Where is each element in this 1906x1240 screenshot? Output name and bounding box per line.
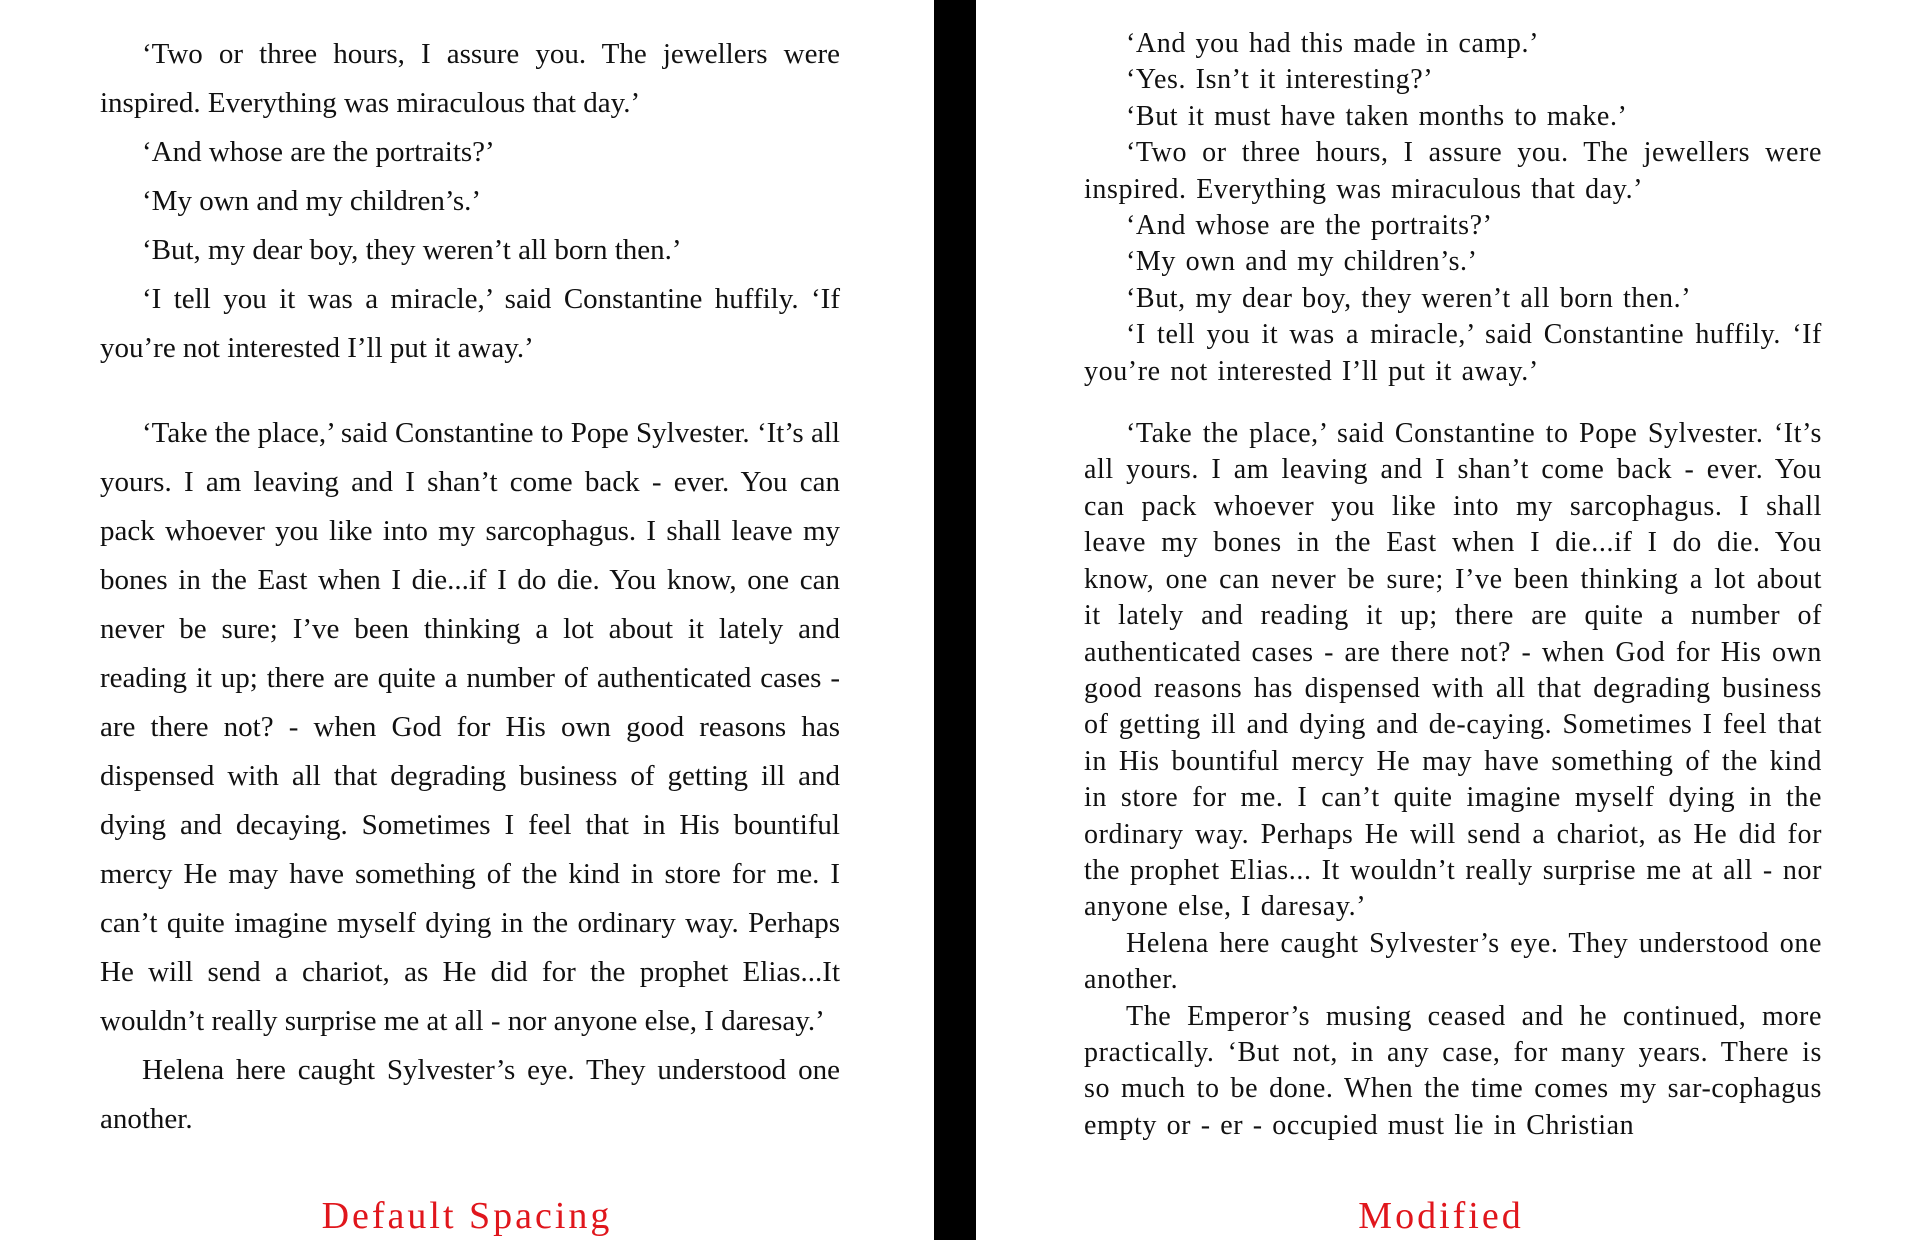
modified-caption: Modified [1358, 1195, 1524, 1237]
default-spacing-panel [0, 0, 934, 1240]
paragraph: ‘Take the place,’ said Constantine to Pope Sylvester. ‘It’s all yours. I am leaving and I shan’t come back - ever. You can pack whoever you like into my sarcophagus. I shall leave my bones in the East when I die...if I do die. You know, one can never be sure; I’ve been thinking a lot about it lately and reading it up; there are quite a number of authenticated cases - are there not? - when God for His own good reasons has dispensed with all that degrading business of getting ill and dying and decaying. Sometimes I feel that in His bountiful mercy He may have something of the kind in store for me. I can’t quite imagine myself dying in the ordinary way. Perhaps He will send a chariot, as He did for the prophet Elias...It wouldn’t really surprise me at all - nor anyone else, I daresay.’ [100, 417, 840, 1037]
section-break [1084, 390, 1822, 416]
paragraph: Helena here caught Sylvester’s eye. They understood one another. [100, 1054, 840, 1135]
paragraph: ‘Yes. Isn’t it interesting?’ [1126, 64, 1434, 96]
paragraph: Helena here caught Sylvester’s eye. They understood one another. [1084, 927, 1822, 996]
paragraph: The Emperor’s musing ceased and he continued, more practically. ‘But not, in any case, for many years. There is so much to be done. When the time comes my sar-cophagus empty or - er - occupied must lie in Christian [1084, 1000, 1822, 1141]
paragraph: ‘I tell you it was a miracle,’ said Constantine huffily. ‘If you’re not interested I’ll put it away.’ [1084, 319, 1822, 387]
default-spacing-caption: Default Spacing [321, 1195, 613, 1237]
default-spacing-text-block [100, 30, 840, 1144]
paragraph: ‘Two or three hours, I assure you. The jewellers were inspired. Everything was miraculous that day.’ [100, 38, 840, 119]
modified-spacing-panel [976, 0, 1906, 1240]
section-break [100, 373, 840, 409]
paragraph: ‘I tell you it was a miracle,’ said Constantine huffily. ‘If you’re not interested I’ll put it away.’ [100, 283, 840, 364]
paragraph: ‘But it must have taken months to make.’ [1126, 100, 1628, 132]
modified-spacing-text-block [1084, 26, 1822, 1144]
paragraph: ‘And you had this made in camp.’ [1126, 28, 1540, 59]
paragraph: ‘But, my dear boy, they weren’t all born then.’ [142, 234, 682, 266]
paragraph: ‘But, my dear boy, they weren’t all born then.’ [1126, 282, 1692, 314]
panel-divider [934, 0, 976, 1240]
paragraph: ‘My own and my children’s.’ [1126, 246, 1478, 278]
paragraph: ‘And whose are the portraits?’ [1126, 210, 1493, 242]
paragraph: ‘Take the place,’ said Constantine to Pope Sylvester. ‘It’s all yours. I am leaving and I shan’t come back - ever. You can pack whoever you like into my sarcophagus. I shall leave my bones in the East when I die...if I do die. You know, one can never be sure; I’ve been thinking a lot about it lately and reading it up; there are quite a number of authenticated cases - are there not? - when God for His own good reasons has dispensed with all that degrading business of getting ill and dying and de-caying. Sometimes I feel that in His bountiful mercy He may have something of the kind in store for me. I can’t quite imagine myself dying in the ordinary way. Perhaps He will send a chariot, as He did for the prophet Elias... It wouldn’t really surprise me at all - nor anyone else, I daresay.’ [1084, 418, 1822, 923]
paragraph: ‘Two or three hours, I assure you. The jewellers were inspired. Everything was miraculous that day.’ [1084, 137, 1822, 205]
paragraph: ‘And whose are the portraits?’ [142, 136, 495, 168]
paragraph: ‘My own and my children’s.’ [142, 185, 482, 217]
